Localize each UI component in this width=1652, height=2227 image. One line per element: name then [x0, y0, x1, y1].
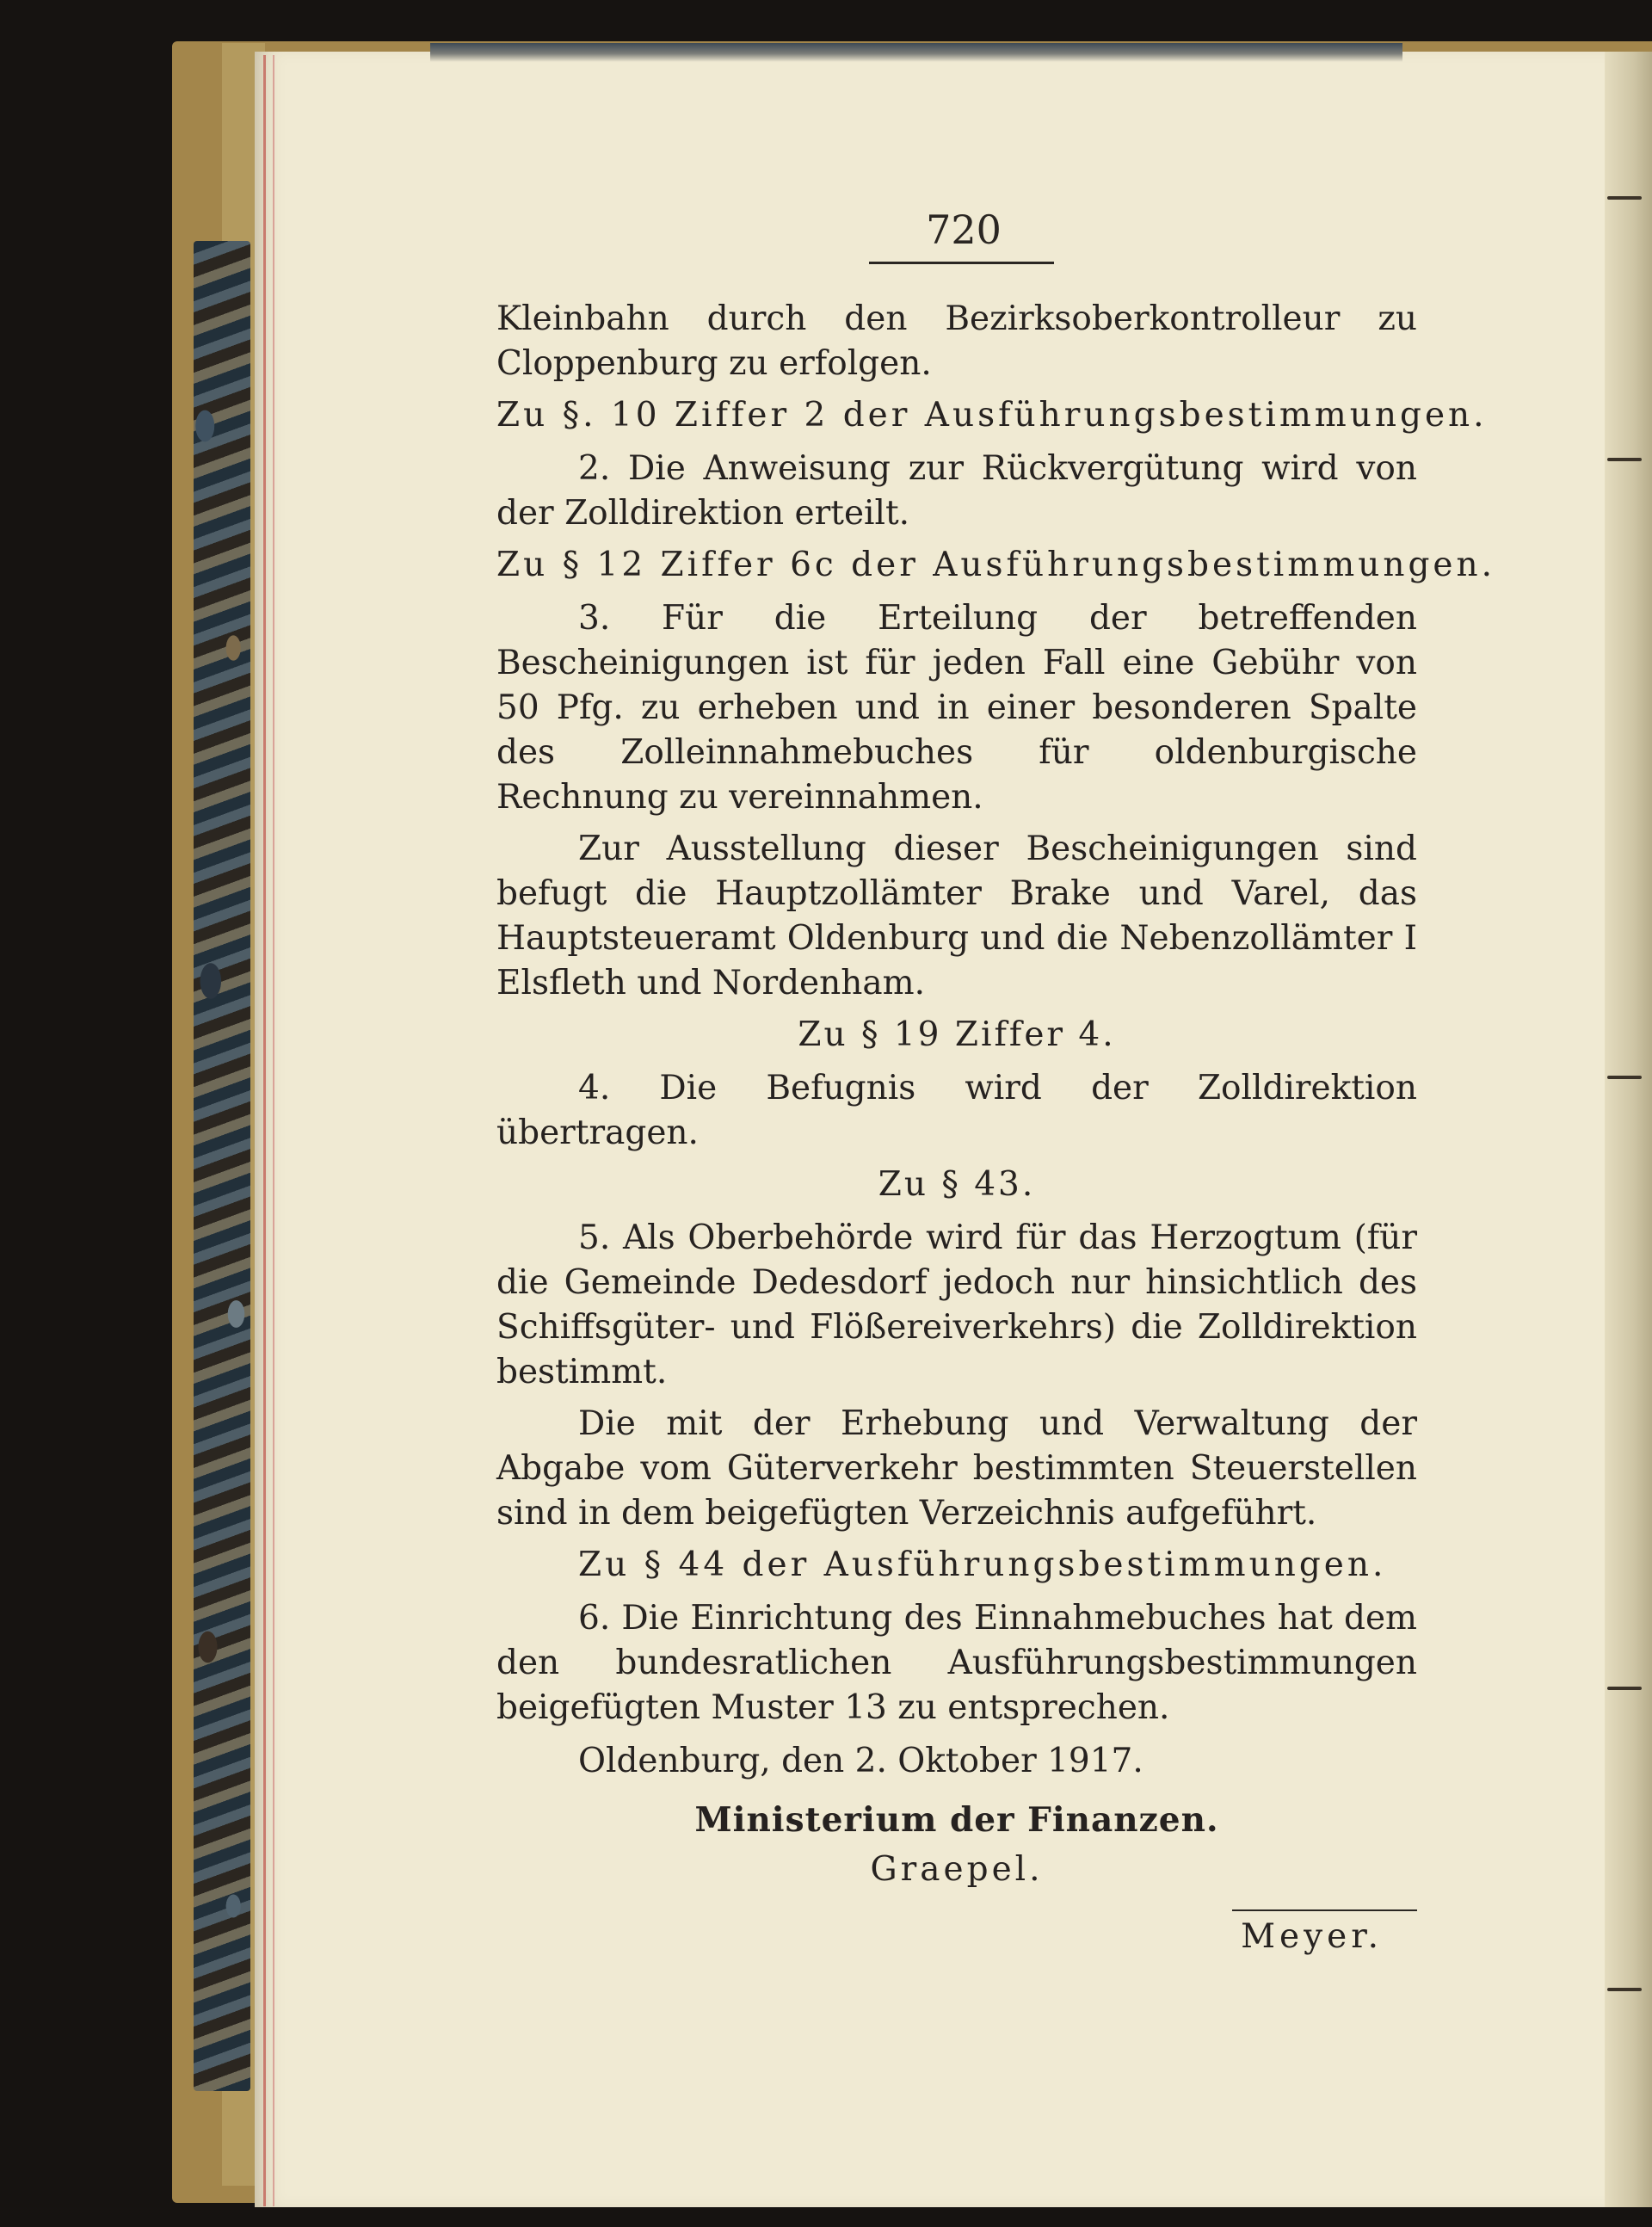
binding-stitch [1607, 196, 1642, 200]
page-top-edge [430, 43, 1402, 62]
binding-stitch [1607, 458, 1642, 461]
section-heading: Zu § 44 der Ausführungsbestimmungen. [578, 1545, 1387, 1584]
section-heading: Zu § 19 Ziffer 4. [798, 1015, 1116, 1054]
countersigner-name: Meyer. [1241, 1917, 1383, 1956]
section-heading: Zu § 12 Ziffer 6c der Ausführungsbestimmungen. [496, 546, 1496, 584]
binding-stitch [1607, 1988, 1642, 1991]
paragraph-tax-offices: Die mit der Erhebung und Verwaltung der Abgabe vom Güterverkehr bestimmten Steuerstellen sind in dem beigefügten Verzeichnis aufgeführt. [496, 1404, 1417, 1533]
paragraph-item-5: 5. Als Oberbehörde wird für das Herzogtum (für die Gemeinde Dedesdorf jedoch nur hinsichtlich des Schiffsgüter- und Flößereiverkehrs) die Zolldirektion bestimmt. [496, 1218, 1417, 1391]
paragraph-issuing-offices: Zur Ausstellung dieser Bescheinigungen sind befugt die Hauptzollämter Brake und Varel, das Hauptsteueramt Oldenburg und die Nebenzollämter I Elsfleth und Nordenham. [496, 830, 1417, 1002]
document-body [496, 297, 1496, 1959]
page-margin-rule [263, 55, 274, 2206]
binding-stitch [1607, 1076, 1642, 1079]
page-gutter-fold [1605, 52, 1652, 2207]
paragraph-item-4: 4. Die Befugnis wird der Zolldirektion übertragen. [496, 1069, 1417, 1152]
page-number: 720 [926, 207, 1002, 253]
paragraph-item-3: 3. Für die Erteilung der betreffenden Bescheinigungen ist für jeden Fall eine Gebühr von 50 Pfg. zu erheben und in einer besonderen Spalte des Zolleinnahmebuches für oldenburgische Rechnung zu vereinnahmen. [496, 599, 1417, 817]
section-heading: Zu § 43. [878, 1165, 1036, 1204]
paragraph-item-2: 2. Die Anweisung zur Rückvergütung wird von der Zolldirektion erteilt. [496, 449, 1417, 533]
countersign-rule [1232, 1909, 1417, 1911]
binding-stitch [1607, 1687, 1642, 1690]
paragraph-continuation: Kleinbahn durch den Bezirksoberkontrolleur zu Cloppenburg zu erfolgen. [496, 299, 1417, 383]
section-heading: Zu §. 10 Ziffer 2 der Ausführungsbestimmungen. [496, 396, 1488, 435]
place-and-date: Oldenburg, den 2. Oktober 1917. [578, 1742, 1143, 1780]
signer-name: Graepel. [870, 1850, 1044, 1889]
marbled-cover-edge [194, 241, 250, 2091]
paragraph-item-6: 6. Die Einrichtung des Einnahmebuches hat dem den bundesratlichen Ausführungsbestimmungen beigefügten Muster 13 zu entsprechen. [496, 1599, 1417, 1727]
page-number-rule [869, 262, 1054, 264]
issuing-authority: Ministerium der Finanzen. [694, 1800, 1219, 1840]
